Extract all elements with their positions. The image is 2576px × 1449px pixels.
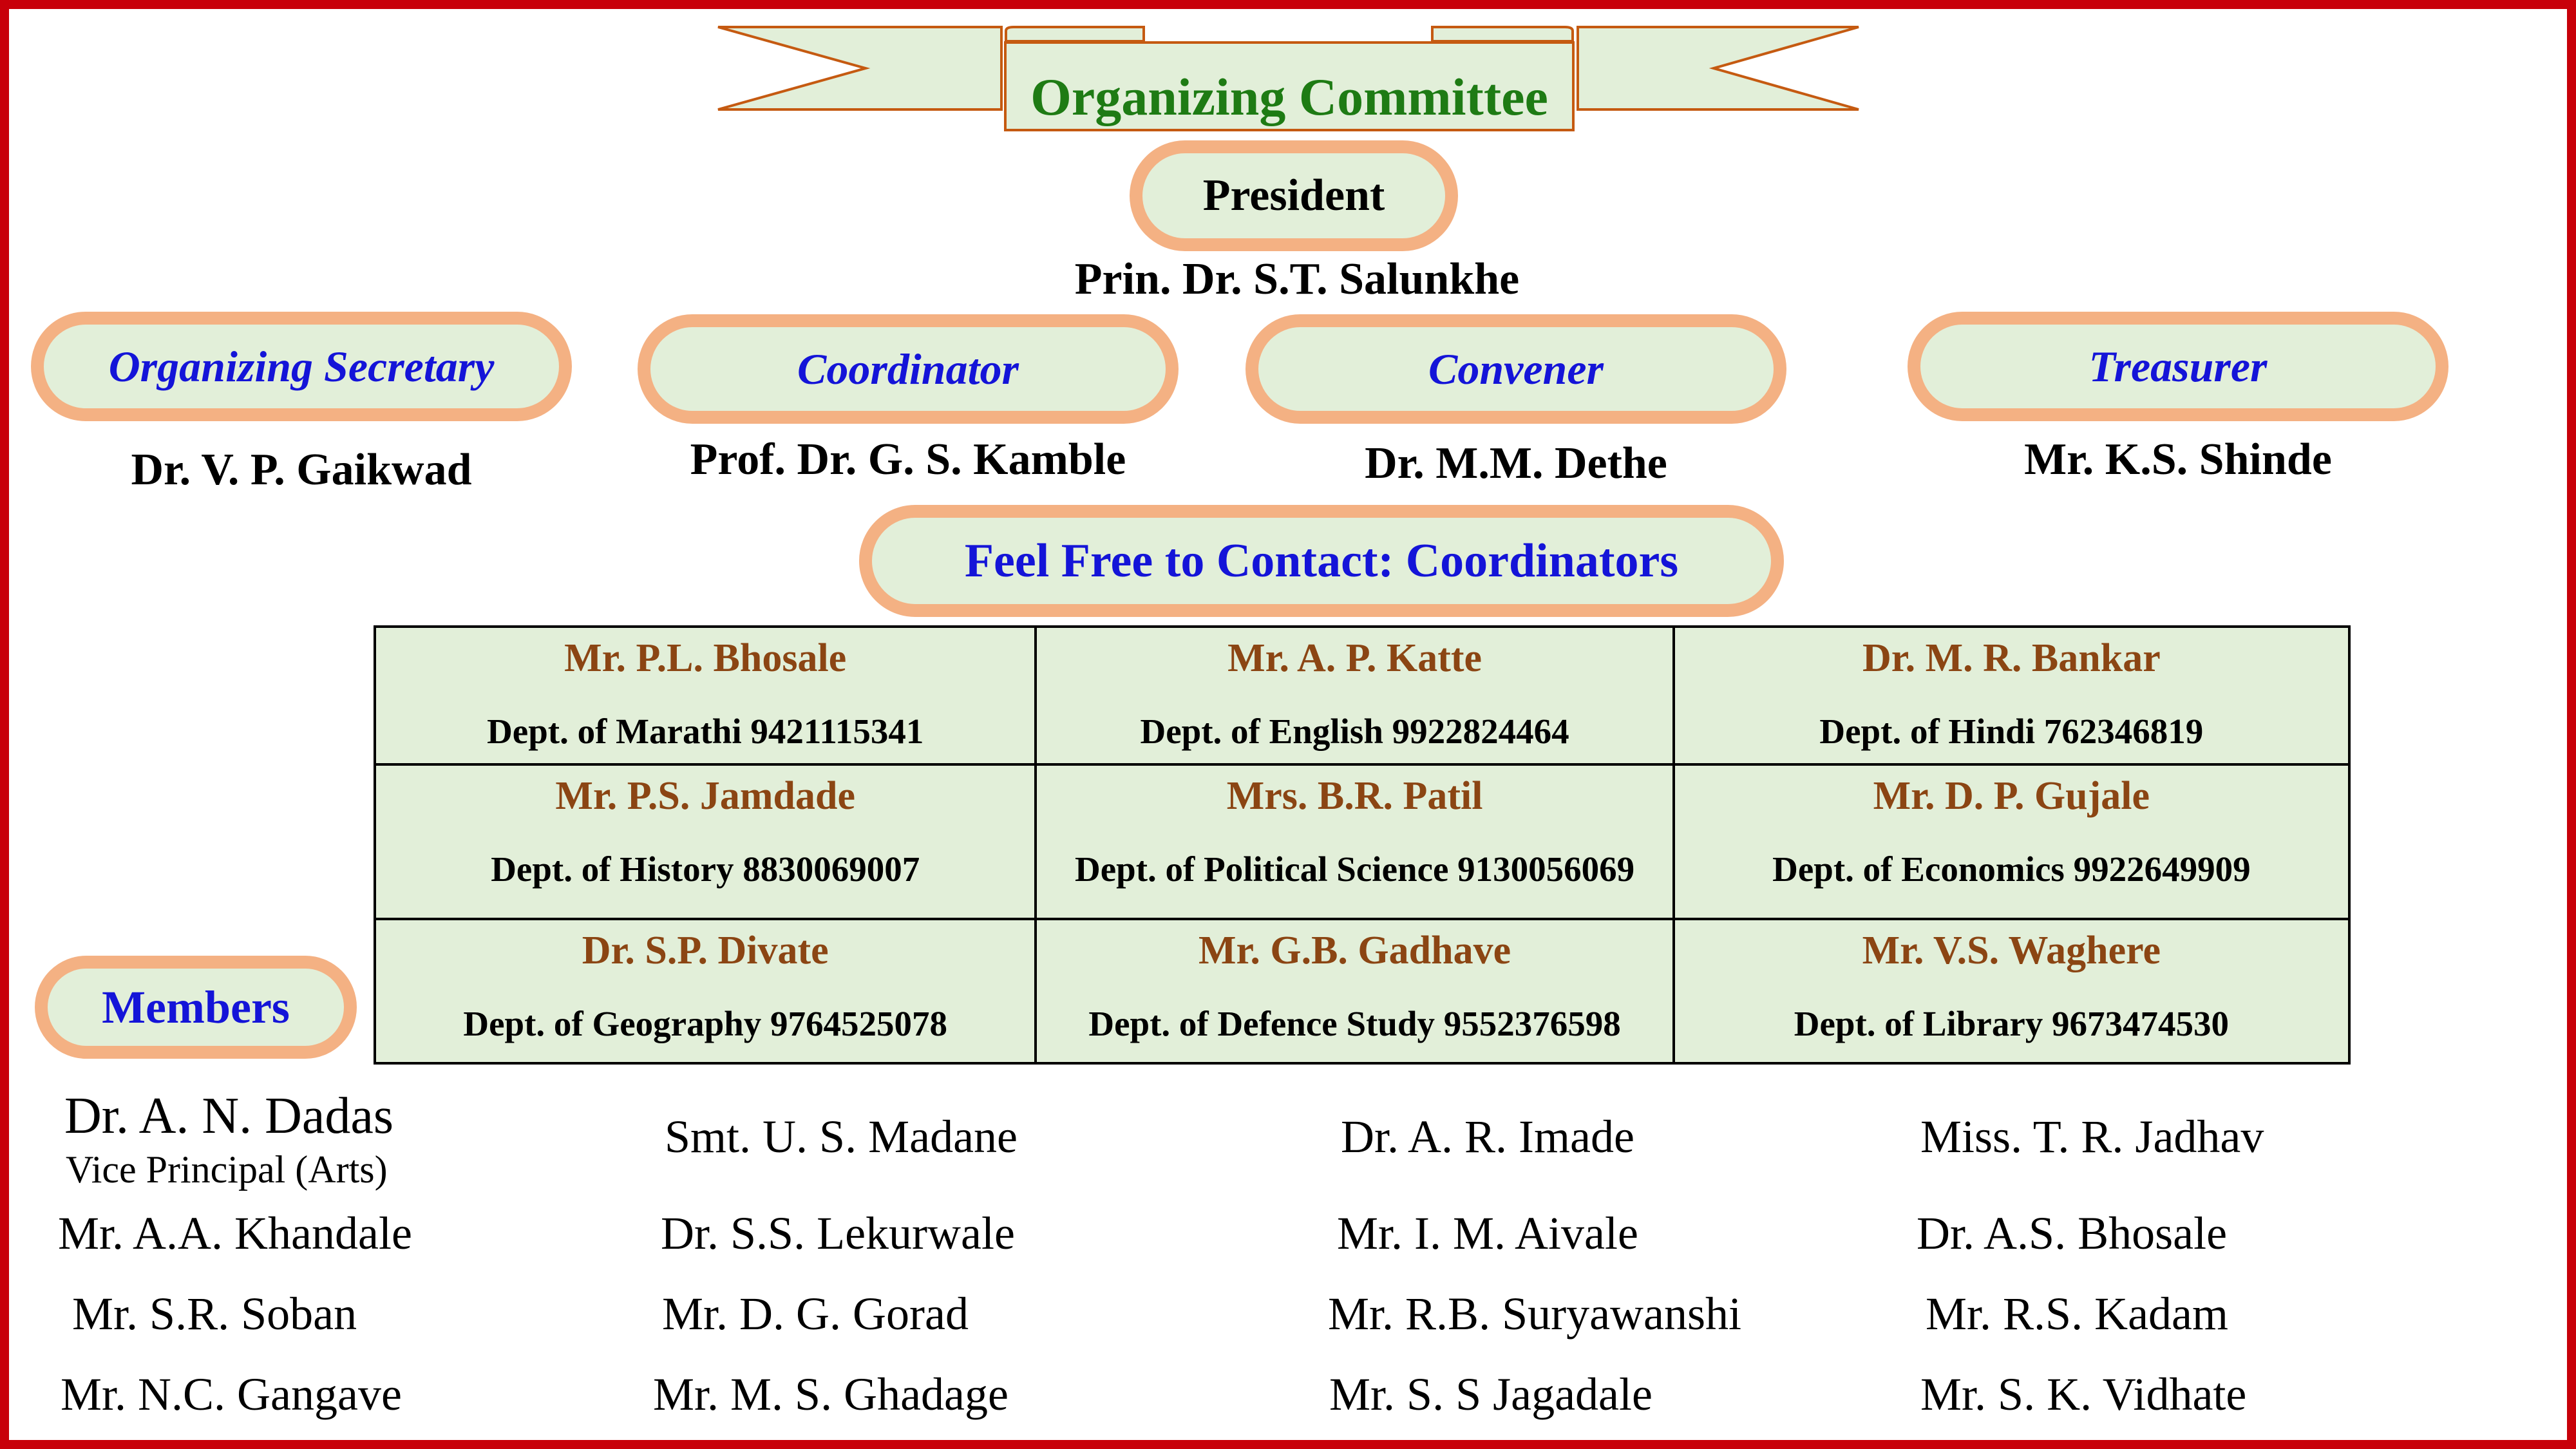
president-role-label: President xyxy=(1202,171,1385,220)
coordinator-dept: Dept. of Geography 9764525078 xyxy=(463,1004,948,1043)
coordinator-name: Dr. S.P. Divate xyxy=(582,929,829,972)
organizing-secretary-name: Dr. V. P. Gaikwad xyxy=(131,445,472,495)
member-name: Mr. R.B. Suryawanshi xyxy=(1328,1288,1742,1340)
coordinator-dept: Dept. of Economics 9922649909 xyxy=(1772,849,2251,889)
member-name: Dr. A. R. Imade xyxy=(1341,1111,1634,1162)
member-name: Mr. R.S. Kadam xyxy=(1926,1288,2229,1340)
table-cell xyxy=(1674,627,2349,764)
member-name: Mr. I. M. Aivale xyxy=(1337,1208,1638,1259)
table-row xyxy=(375,919,2349,1063)
coordinator-name: Mr. P.L. Bhosale xyxy=(564,636,847,680)
treasurer-name: Mr. K.S. Shinde xyxy=(2024,435,2332,484)
table-row xyxy=(375,764,2349,919)
coordinator-name: Mr. V.S. Waghere xyxy=(1862,929,2161,972)
member-name: Mr. N.C. Gangave xyxy=(61,1368,402,1420)
coordinator-name: Mr. D. P. Gujale xyxy=(1873,774,2150,818)
coordinator-name: Mr. P.S. Jamdade xyxy=(555,774,856,818)
coordinator-dept: Dept. of History 8830069007 xyxy=(491,849,920,889)
coordinator-name: Prof. Dr. G. S. Kamble xyxy=(690,435,1126,484)
member-name: Dr. A. N. Dadas xyxy=(64,1088,394,1144)
coordinator-name: Mr. A. P. Katte xyxy=(1227,636,1482,680)
banner-title: Organizing Committee xyxy=(1030,68,1548,126)
table-cell xyxy=(1674,764,2349,919)
coordinator-dept: Dept. of Political Science 9130056069 xyxy=(1075,849,1635,889)
table-cell xyxy=(375,764,1036,919)
member-name: Mr. S. S Jagadale xyxy=(1329,1368,1653,1420)
convener-pill xyxy=(1245,314,1786,424)
coordinator-dept: Dept. of Library 9673474530 xyxy=(1794,1004,2229,1043)
convener-label: Convener xyxy=(1428,344,1604,393)
coordinator-name: Mr. G.B. Gadhave xyxy=(1198,929,1511,972)
table-cell xyxy=(1036,627,1673,764)
coordinator-dept: Dept. of Defence Study 9552376598 xyxy=(1088,1004,1621,1043)
coordinator-label: Coordinator xyxy=(797,344,1019,393)
member-name: Mr. S. K. Vidhate xyxy=(1920,1368,2247,1420)
member-name: Miss. T. R. Jadhav xyxy=(1920,1111,2264,1162)
member-title: Vice Principal (Arts) xyxy=(66,1148,388,1191)
organizing-secretary-label: Organizing Secretary xyxy=(108,341,495,391)
coordinator-dept: Dept. of Hindi 762346819 xyxy=(1819,712,2204,751)
coordinator-dept: Dept. of Marathi 9421115341 xyxy=(487,712,924,751)
members-label: Members xyxy=(102,981,290,1033)
table-row xyxy=(375,627,2349,764)
table-cell xyxy=(1036,764,1673,919)
coordinator-name: Mrs. B.R. Patil xyxy=(1226,774,1483,818)
table-cell xyxy=(375,627,1036,764)
coordinator-dept: Dept. of English 9922824464 xyxy=(1140,712,1569,751)
member-name: Mr. D. G. Gorad xyxy=(662,1288,969,1340)
contact-heading-pill xyxy=(859,505,1784,617)
member-name: Mr. M. S. Ghadage xyxy=(653,1368,1009,1420)
member-name: Dr. S.S. Lekurwale xyxy=(661,1208,1015,1259)
treasurer-pill xyxy=(1908,312,2448,421)
contact-heading-label: Feel Free to Contact: Coordinators xyxy=(964,534,1679,587)
table-cell xyxy=(375,919,1036,1063)
members-pill xyxy=(35,956,357,1059)
treasurer-label: Treasurer xyxy=(2088,341,2268,391)
coordinator-name: Dr. M. R. Bankar xyxy=(1862,636,2161,680)
coordinators-table xyxy=(374,625,2351,1065)
convener-name: Dr. M.M. Dethe xyxy=(1365,439,1667,488)
organizing-secretary-pill xyxy=(31,312,572,421)
table-cell xyxy=(1036,919,1673,1063)
table-cell xyxy=(1674,919,2349,1063)
member-name: Mr. S.R. Soban xyxy=(72,1288,357,1340)
member-name: Dr. A.S. Bhosale xyxy=(1917,1208,2228,1259)
member-name: Mr. A.A. Khandale xyxy=(58,1208,412,1259)
coordinator-pill xyxy=(638,314,1179,424)
president-role-pill xyxy=(1130,140,1458,251)
president-name: Prin. Dr. S.T. Salunkhe xyxy=(1074,254,1520,304)
member-name: Smt. U. S. Madane xyxy=(665,1111,1018,1162)
